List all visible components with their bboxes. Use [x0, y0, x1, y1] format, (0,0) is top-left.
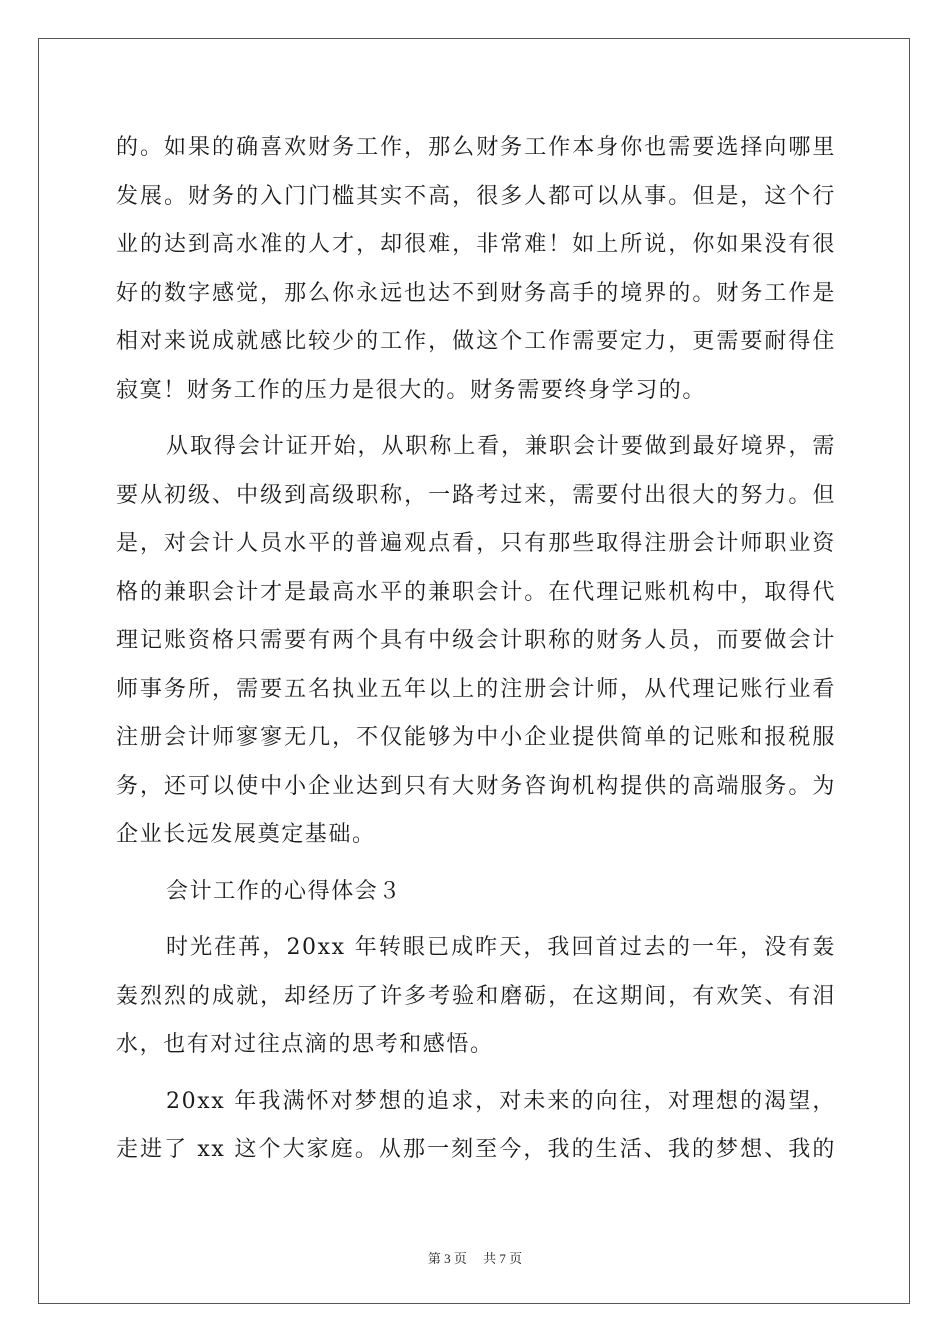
text-line: 务，还可以使中小企业达到只有大财务咨询机构提供的高端服务。为	[116, 773, 836, 799]
text-line: 理记账资格只需要有两个具有中级会计职称的财务人员，而要做会计	[116, 628, 836, 653]
heading-text: 会计工作的心得体会３	[166, 878, 403, 904]
paragraph-gap	[116, 1070, 836, 1078]
text-line: 业的达到高水准的人才，却很难，非常难！如上所说，你如果没有很	[116, 232, 836, 257]
text-line: 是，对会计人员水平的普遍观点看，只有那些取得注册会计师职业资	[116, 531, 836, 556]
page-footer	[0, 1248, 950, 1267]
text-line: 轰烈烈的成就，却经历了许多考验和磨砺，在这期间，有欢笑、有泪	[116, 983, 836, 1009]
text-line: 要从初级、中级到高级职称，一路考过来，需要付出很大的努力。但	[116, 482, 836, 508]
text-line: 格的兼职会计才是最高水平的兼职会计。在代理记账机构中，取得代	[116, 579, 836, 605]
page-total: 共 7 页	[483, 1251, 523, 1266]
text-line: 发展。财务的入门门槛其实不高，很多人都可以从事。但是，这个行	[116, 183, 836, 209]
text-line: 相对来说成就感比较少的工作，做这个工作需要定力，更需要耐得住	[116, 329, 836, 354]
text-line: 的。如果的确喜欢财务工作，那么财务工作本身你也需要选择向哪里	[116, 135, 836, 160]
text-line: 企业长远发展奠定基础。	[116, 822, 376, 847]
paragraph	[116, 1078, 836, 1175]
paragraph	[116, 423, 836, 860]
page-number: 第 3 页	[427, 1251, 467, 1266]
text-line: 师事务所，需要五名执业五年以上的注册会计师，从代理记账行业看	[116, 676, 836, 702]
text-line: 水，也有对过往点滴的思考和感悟。	[116, 1032, 494, 1057]
text-line: 从取得会计证开始，从职称上看，兼职会计要做到最好境界，需	[166, 434, 836, 459]
paragraph-gap	[116, 916, 836, 924]
paragraph-gap	[116, 415, 836, 423]
text-line: 时光荏苒，20xx 年转眼已成昨天，我回首过去的一年，没有轰	[166, 935, 836, 960]
text-line: 注册会计师寥寥无几，不仅能够为中小企业提供简单的记账和报税服	[116, 725, 836, 750]
text-line: 好的数字感觉，那么你永远也达不到财务高手的境界的。财务工作是	[116, 280, 836, 306]
text-line: 寂寞！财务工作的压力是很大的。财务需要终身学习的。	[116, 377, 707, 403]
section-heading	[116, 868, 836, 917]
document-body	[116, 124, 836, 1175]
paragraph	[116, 924, 836, 1070]
text-line: 走进了 xx 这个大家庭。从那一刻至今，我的生活、我的梦想、我的	[116, 1137, 836, 1162]
paragraph	[116, 124, 836, 415]
text-line: 20xx 年我满怀对梦想的追求，对未来的向往，对理想的渴望，	[166, 1088, 836, 1114]
paragraph-gap	[116, 860, 836, 868]
